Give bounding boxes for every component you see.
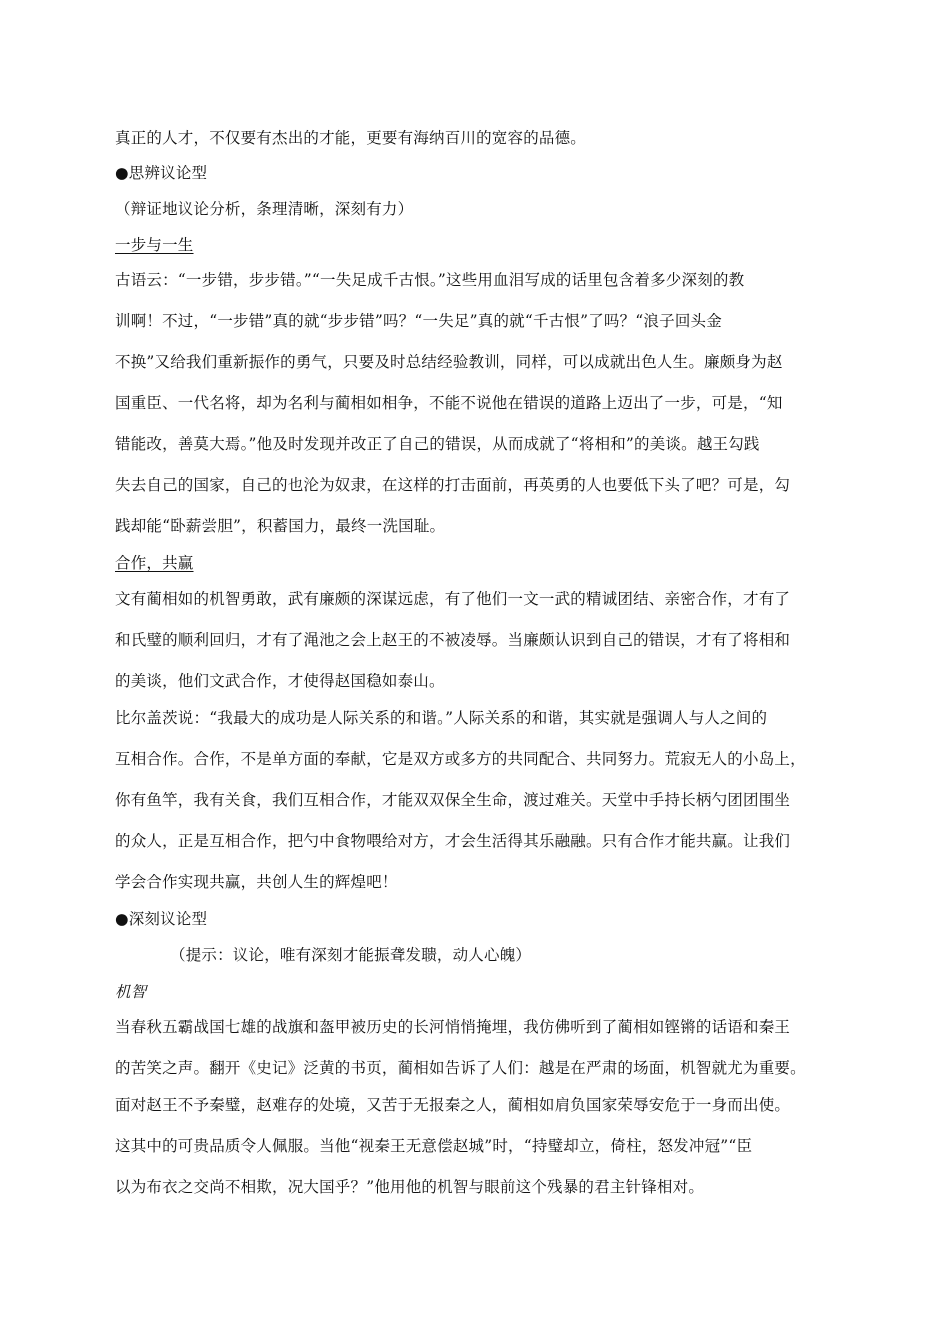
section-heading-profound: ●深刻议论型 <box>115 910 208 928</box>
paragraph-line: 互相合作。合作，不是单方面的奉献，它是双方或多方的共同配合、共同努力。荒寂无人的小岛上， <box>115 750 806 768</box>
paragraph-line: 以为布衣之交尚不相欺，况大国乎？”他用他的机智与眼前这个残暴的君主针锋相对。 <box>115 1178 705 1196</box>
paragraph-line: 学会合作实现共赢，共创人生的辉煌吧！ <box>115 873 398 891</box>
paragraph-line: 文有蔺相如的机智勇敢，武有廉颇的深谋远虑，有了他们一文一武的精诚团结、亲密合作，才有了 <box>115 590 791 608</box>
example-title-cooperation: 合作，共赢 <box>115 554 194 572</box>
paragraph-line: 不换”又给我们重新振作的勇气，只要及时总结经验教训，同样，可以成就出色人生。廉颇身为赵 <box>115 353 783 371</box>
paragraph-line: 的美谈，他们文武合作，才使得赵国稳如泰山。 <box>115 672 445 690</box>
paragraph-line: 践却能“卧薪尝胆”，积蓄国力，最终一洗国耻。 <box>115 517 446 535</box>
paragraph-line: 你有鱼竿，我有关食，我们互相合作，才能双双保全生命，渡过难关。天堂中手持长柄勺团团围坐 <box>115 791 791 809</box>
paragraph-line: 比尔盖茨说：“我最大的成功是人际关系的和谐。”人际关系的和谐，其实就是强调人与人之间的 <box>115 709 768 727</box>
paragraph-line: 古语云：“一步错，步步错。”“一失足成千古恨。”这些用血泪写成的话里包含着多少深刻的教 <box>115 271 745 289</box>
paragraph-line: 当春秋五霸战国七雄的战旗和盔甲被历史的长河悄悄掩埋，我仿佛听到了蔺相如铿锵的话语和秦王 <box>115 1018 791 1036</box>
paragraph-line: 国重臣、一代名将，却为名利与蔺相如相争，不能不说他在错误的道路上迈出了一步，可是，“知 <box>115 394 783 412</box>
section-hint-profound: （提示：议论，唯有深刻才能振聋发聩，动人心魄） <box>170 946 532 964</box>
section-hint-dialectical: （辩证地议论分析，条理清晰，深刻有力） <box>115 200 414 218</box>
paragraph-line: 训啊！不过，“一步错”真的就“步步错”吗？“一失足”真的就“千古恨”了吗？“浪子回头金 <box>115 312 722 330</box>
paragraph-line: 和氏璧的顺利回归，才有了渑池之会上赵王的不被凌辱。当廉颇认识到自己的错误，才有了将相和 <box>115 631 791 649</box>
paragraph-line: 这其中的可贵品质令人佩服。当他“视秦王无意偿赵城”时，“持璧却立，倚柱，怒发冲冠”“臣 <box>115 1137 753 1155</box>
section-heading-dialectical: ●思辨议论型 <box>115 164 208 182</box>
paragraph-line: 的苦笑之声。翻开《史记》泛黄的书页，蔺相如告诉了人们：越是在严肃的场面，机智就尤为重要。 <box>115 1059 806 1077</box>
example-title-one-step: 一步与一生 <box>115 236 194 254</box>
paragraph-line: 的众人，正是互相合作，把勺中食物喂给对方，才会生活得其乐融融。只有合作才能共赢。让我们 <box>115 832 791 850</box>
intro-line: 真正的人才，不仅要有杰出的才能，更要有海纳百川的宽容的品德。 <box>115 129 587 147</box>
paragraph-line: 失去自己的国家，自己的也沦为奴隶，在这样的打击面前，再英勇的人也要低下头了吧？可是，勾 <box>115 476 791 494</box>
paragraph-line: 面对赵王不予秦璧，赵难存的处境，又苦于无报秦之人，蔺相如肩负国家荣辱安危于一身而出使。 <box>115 1096 791 1114</box>
paragraph-line: 错能改，善莫大焉。”他及时发现并改正了自己的错误，从而成就了“将相和”的美谈。越王勾践 <box>115 435 760 453</box>
example-title-wit: 机智 <box>115 983 147 1001</box>
